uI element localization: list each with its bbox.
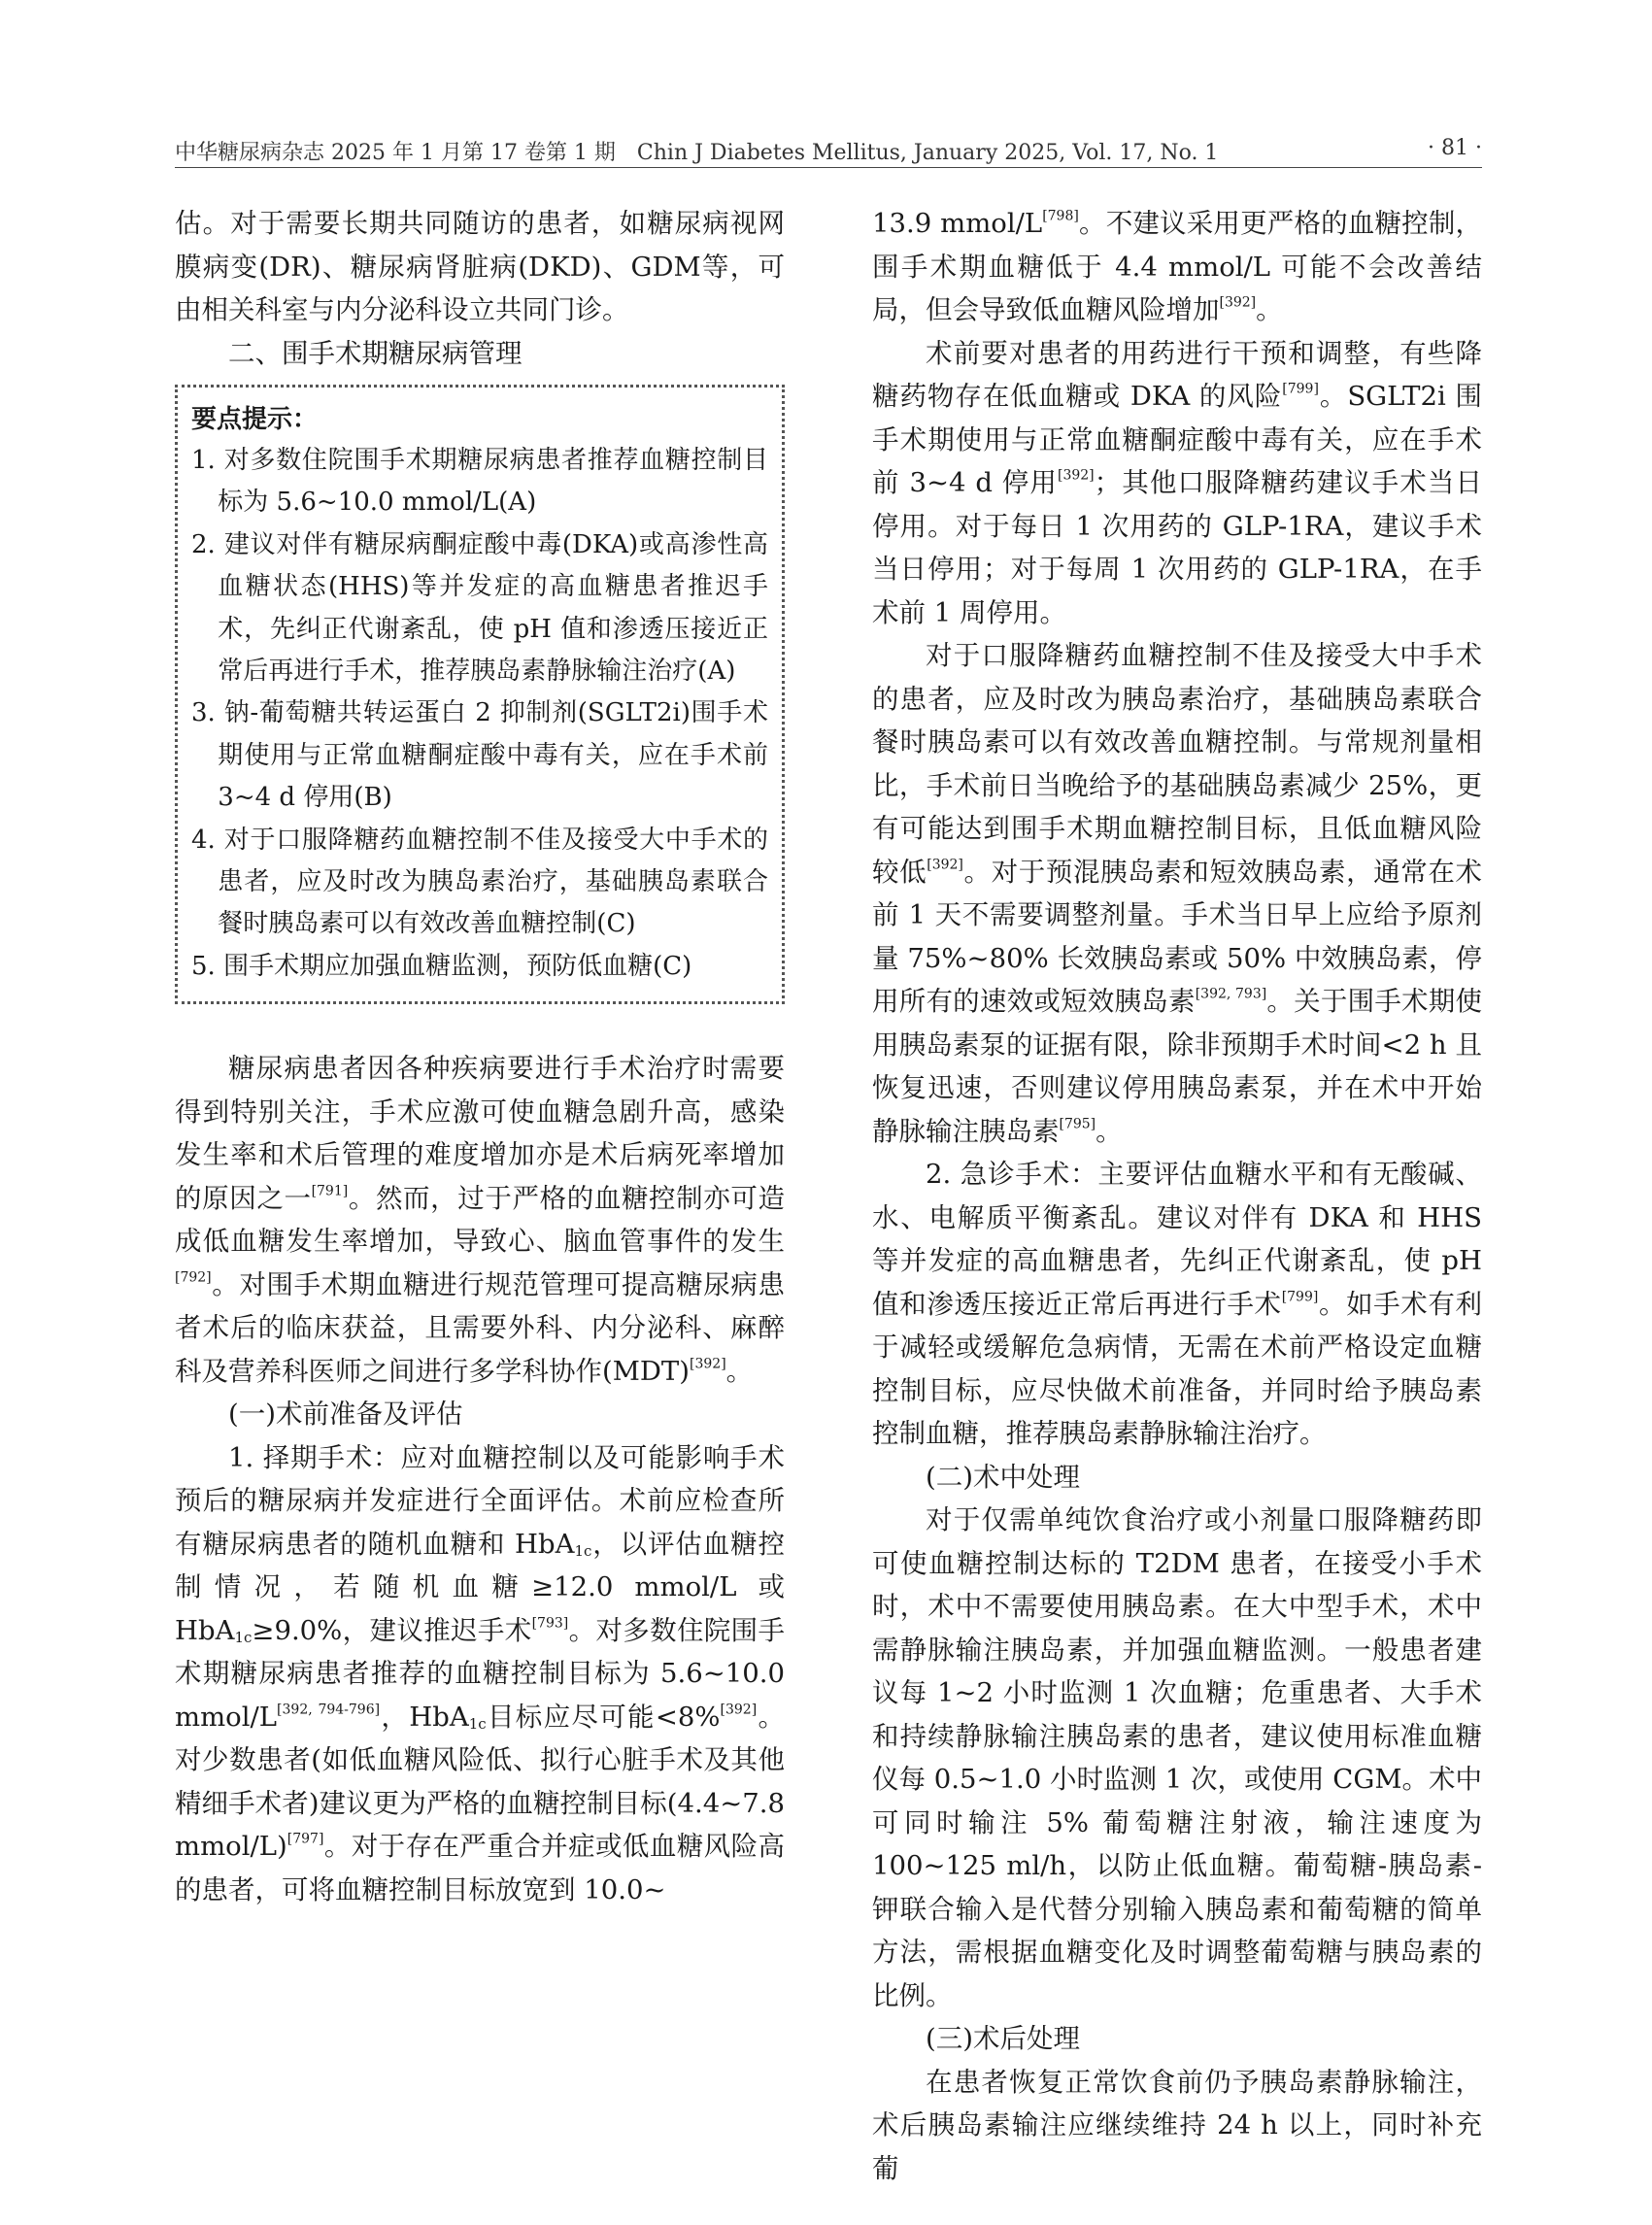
- right-column: [872, 202, 1482, 2190]
- paragraph: 13.9 mmol/L[798]。不建议采用更严格的血糖控制，围手术期血糖低于 4.4 mmol/L 可能不会改善结局，但会导致低血糖风险增加[392]。: [872, 208, 1482, 325]
- page-number: · 81 ·: [1428, 136, 1482, 160]
- citation: [392]: [927, 856, 963, 872]
- key-points-title: 要点提示：: [191, 405, 319, 434]
- citation: [392]: [690, 1356, 726, 1372]
- key-point: 2. 建议对伴有糖尿病酮症酸中毒(DKA)或高渗性高血糖状态(HHS)等并发症的高血糖患者推迟手术，先纠正代谢紊乱，使 pH 值和渗透压接近正常后再进行手术，推荐胰岛素静脉输注治疗(A): [191, 529, 768, 687]
- subsection-heading: (二)术中处理: [926, 1461, 1080, 1493]
- citation: [793]: [531, 1615, 569, 1632]
- running-header: [175, 134, 1482, 168]
- paragraph: 对于仅需单纯饮食治疗或小剂量口服降糖药即可使血糖控制达标的 T2DM 患者，在接受小手术时，术中不需要使用胰岛素。在大中型手术，术中需静脉输注胰岛素，并加强血糖监测。一般患者建议每 1~2 小时监测 1 次血糖；危重患者、大手术和持续静脉输注胰岛素的患者，建议使用标准血糖仪每 0.5~1.0 小时监测 1 次，或使用 CGM。术中可同时输注 5% 葡萄糖注射液，输注速度为 100~125 ml/h，以防止低血糖。葡萄糖-胰岛素-钾联合输入是代替分别输入胰岛素和葡萄糖的简单方法，需根据血糖变化及时调整葡萄糖与胰岛素的比例。: [872, 1504, 1482, 2011]
- journal-citation: 中华糖尿病杂志 2025 年 1 月第 17 卷第 1 期 Chin J Diabetes Mellitus, January 2025, Vol. 17, No. 1: [175, 141, 1219, 165]
- key-point: 4. 对于口服降糖药血糖控制不佳及接受大中手术的患者，应及时改为胰岛素治疗，基础胰岛素联合餐时胰岛素可以有效改善血糖控制(C): [191, 825, 768, 939]
- citation: [392]: [1057, 467, 1095, 484]
- citation: [799]: [1282, 381, 1319, 397]
- citation: [392, 794-796]: [277, 1702, 381, 1718]
- subsection-heading: (一)术前准备及评估: [228, 1399, 463, 1431]
- paragraph: 2. 急诊手术：主要评估血糖水平和有无酸碱、水、电解质平衡紊乱。建议对伴有 DKA 和 HHS 等并发症的高血糖患者，先纠正代谢紊乱，使 pH 值和渗透压接近正常后再进行手术[799]。如手术有利于减轻或缓解危急病情，无需在术前严格设定血糖控制目标，应尽快做术前准备，并同时给予胰岛素控制血糖，推荐胰岛素静脉输注治疗。: [872, 1159, 1483, 1449]
- paragraph: 术前要对患者的用药进行干预和调整，有些降糖药物存在低血糖或 DKA 的风险[799]。SGLT2i 围手术期使用与正常血糖酮症酸中毒有关，应在手术前 3~4 d 停用[392]；其他口服降糖药建议手术当日停用。对于每日 1 次用药的 GLP-1RA，建议手术当日停用；对于每周 1 次用药的 GLP-1RA，在手术前 1 周停用。: [872, 337, 1483, 628]
- citation: [798]: [1042, 208, 1079, 224]
- key-point: 5. 围手术期应加强血糖监测，预防低血糖(C): [191, 951, 692, 981]
- key-point: 1. 对多数住院围手术期糖尿病患者推荐血糖控制目标为 5.6~10.0 mmol/L(A): [191, 446, 768, 518]
- citation: [392]: [720, 1702, 758, 1718]
- paragraph: 糖尿病患者因各种疾病要进行手术治疗时需要得到特别关注，手术应激可使血糖急剧升高，感染发生率和术后管理的难度增加亦是术后病死率增加的原因之一[791]。然而，过于严格的血糖控制亦可造成低血糖发生率增加，导致心、脑血管事件的发生[792]。对围手术期血糖进行规范管理可提高糖尿病患者术后的临床获益，且需要外科、内分泌科、麻醉科及营养科医师之间进行多学科协作(MDT)[392]。: [175, 1053, 786, 1387]
- citation: [795]: [1059, 1115, 1096, 1131]
- key-point: 3. 钠-葡萄糖共转运蛋白 2 抑制剂(SGLT2i)围手术期使用与正常血糖酮症酸中毒有关，应在手术前 3~4 d 停用(B): [191, 698, 768, 813]
- paragraph: 在患者恢复正常饮食前仍予胰岛素静脉输注，术后胰岛素输注应继续维持 24 h 以上，同时补充葡: [872, 2066, 1482, 2184]
- paragraph: 估。对于需要长期共同随访的患者，如糖尿病视网膜病变(DR)、糖尿病肾脏病(DKD)、GDM等，可由相关科室与内分泌科设立共同门诊。: [175, 208, 785, 325]
- paragraph: 对于口服降糖药血糖控制不佳及接受大中手术的患者，应及时改为胰岛素治疗，基础胰岛素联合餐时胰岛素可以有效改善血糖控制。与常规剂量相比，手术前日当晚给予的基础胰岛素减少 25%，更有可能达到围手术期血糖控制目标，且低血糖风险较低[392]。对于预混胰岛素和短效胰岛素，通常在术前 1 天不需要调整剂量。手术当日早上应给予原剂量 75%~80% 长效胰岛素或 50% 中效胰岛素，停用所有的速效或短效胰岛素[392, 793]。关于围手术期使用胰岛素泵的证据有限，除非预期手术时间<2 h 且恢复迅速，否则建议停用胰岛素泵，并在术中开始静脉输注胰岛素[795]。: [872, 640, 1483, 1147]
- citation: [797]: [287, 1831, 324, 1847]
- citation: [392, 793]: [1195, 986, 1267, 1002]
- subsection-heading: (三)术后处理: [926, 2023, 1080, 2054]
- citation: [791]: [311, 1183, 349, 1199]
- left-column: [175, 202, 785, 1911]
- key-points-box: [175, 385, 785, 1004]
- paragraph: 1. 择期手术：应对血糖控制以及可能影响手术预后的糖尿病并发症进行全面评估。术前应检查所有糖尿病患者的随机血糖和 HbA$_{1c}$，以评估血糖控制情况，若随机血糖≥12.0 mmol/L 或 HbA$_{1c}$≥9.0%，建议推迟手术[793]。对多数住院围手术期糖尿病患者推荐的血糖控制目标为 5.6~10.0 mmol/L[392, 794-796]，HbA$_{1c}$目标应尽可能<8%[392]。对少数患者(如低血糖风险低、拟行心脏手术及其他精细手术者)建议更为严格的血糖控制目标(4.4~7.8 mmol/L)[797]。对于存在严重合并症或低血糖风险高的患者，可将血糖控制目标放宽到 10.0~: [175, 1441, 786, 1905]
- section-heading: 二、围手术期糖尿病管理: [228, 337, 523, 369]
- citation: [392]: [1219, 294, 1257, 311]
- citation: [799]: [1281, 1288, 1319, 1304]
- citation: [792]: [175, 1269, 212, 1286]
